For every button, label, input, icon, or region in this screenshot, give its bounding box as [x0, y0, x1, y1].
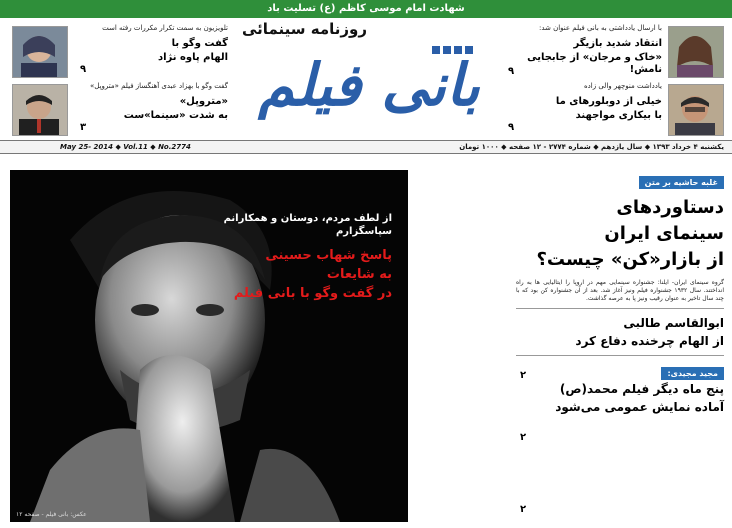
story-majid-majidi[interactable]: [516, 380, 724, 416]
photo-caption: عکس: بانی فیلم - صفحه ۱۲: [16, 511, 87, 518]
issue-info-bar: [0, 140, 732, 154]
right-column: [516, 170, 724, 522]
hero-headline-line: پاسخ شهاب حسینی: [265, 248, 392, 263]
story-headline-line: از الهام چرخنده دفاع کرد: [575, 334, 724, 348]
teaser-headline: «متروپل»: [179, 96, 228, 107]
teaser-headline: با بیکاری مواجهند: [575, 110, 662, 121]
teaser-photo-dubber: [668, 84, 724, 136]
hero-headline: [202, 246, 392, 303]
teaser-kicker: یادداشت منوچهر والی زاده: [584, 82, 662, 90]
teaser-kicker: با ارسال یادداشتی به بانی فیلم عنوان شد:: [538, 24, 662, 32]
teaser-page-number: ۹: [508, 122, 515, 133]
teaser-headline: خیلی از دوبلورهای ما: [555, 96, 662, 107]
hero-photo-story[interactable]: [10, 170, 408, 522]
story-headline-line: ابوالقاسم طالبی: [623, 316, 724, 330]
byline-label: مجید مجیدی:: [661, 367, 724, 380]
section-label: غلبه حاشیه بر متن: [639, 176, 724, 189]
story-abolghasem-talebi[interactable]: [516, 314, 724, 350]
teaser-left-top[interactable]: [10, 24, 232, 80]
teaser-right-bottom[interactable]: [500, 82, 726, 138]
divider: [516, 308, 724, 309]
teaser-page-number: ۹: [508, 66, 515, 77]
top-banner: شهادت امام موسی کاظم (ع) تسلیت باد: [0, 0, 732, 18]
teaser-headline: الهام پاوه نژاد: [158, 52, 228, 63]
main-headline-line: سینمای ایران: [604, 223, 724, 244]
hero-intro-text: از لطف مردم، دوستان و همکارانم سپاسگزارم: [223, 213, 392, 237]
issue-info-persian: یکشنبه ۴ خرداد ۱۳۹۳ ◆ سال یازدهم ◆ شماره ۲۷۷۴ - ۱۲ صفحه ◆ ۱۰۰۰ تومان: [459, 143, 724, 151]
story-headline-line: پنج ماه دیگر فیلم محمد(ص): [559, 382, 724, 396]
newspaper-logo: بانی فیلم: [258, 51, 480, 119]
teaser-left-bottom[interactable]: [10, 82, 232, 138]
page-ref: ۲: [520, 432, 527, 443]
main-headline-line: از بازار«کن» چیست؟: [536, 249, 724, 270]
teaser-headline: «خاک و مرجان» از جابجایی نامش!: [527, 52, 662, 75]
teaser-headline: گفت وگو با: [171, 38, 228, 49]
teaser-photo-woman: [12, 26, 68, 78]
story-headline-line: آماده نمایش عمومی می‌شود: [555, 400, 724, 414]
hero-headline-line: به شایعات: [326, 267, 392, 282]
teaser-right-top[interactable]: [500, 24, 726, 80]
teaser-headline: به شدت «سینما»ست: [123, 110, 228, 121]
teaser-kicker: گفت وگو با بهزاد عبدی آهنگساز فیلم «متروپل»: [89, 82, 228, 90]
teaser-photo-man: [12, 84, 68, 136]
teaser-headline: انتقاد شدید بازیگر: [573, 38, 662, 49]
page-ref: ۲: [520, 504, 527, 515]
teaser-page-number: ۹: [80, 64, 87, 75]
main-headline-line: دستاوردهای: [616, 197, 724, 218]
teaser-kicker: تلویزیون به سمت تکرار مکررات رفته است: [102, 24, 228, 32]
divider: [516, 355, 724, 356]
main-article-body: گروه سینمای ایران- ایلنا: جشنواره سینمایی مهم در اروپا را ایتالیایی ها به راه انداختند. سال ۱۹۳۲ جشنواره فیلم ونیز آغاز شد. بعد از آن جشنواره کن بود که با چند سال تاخیر به عنوان رقیب ونیز پا به عرصه گذاشت.: [516, 279, 725, 302]
teaser-photo-actress: [668, 26, 724, 78]
teaser-page-number: ۳: [80, 122, 87, 133]
masthead-subtitle: روزنامه سینمائی: [242, 20, 367, 38]
main-headline[interactable]: [516, 195, 724, 273]
page-ref: ۲: [520, 370, 527, 381]
hero-headline-line: در گفت وگو با بانی فیلم: [233, 286, 392, 301]
masthead-logo[interactable]: [236, 18, 498, 138]
issue-info-english: May 25- 2014 ◆ Vol.11 ◆ No.2774: [60, 143, 191, 151]
